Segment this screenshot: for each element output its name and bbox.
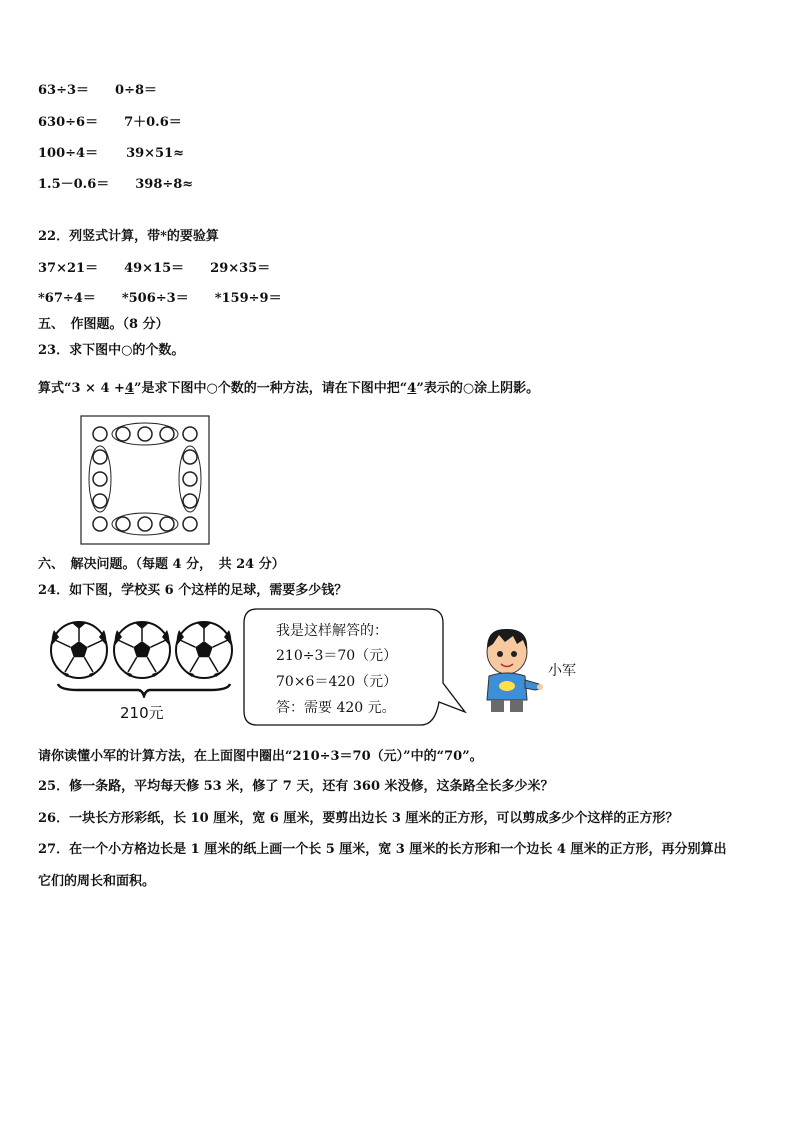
calc-item: 37×21＝ — [38, 261, 99, 276]
q24-follow-up: 请你读懂小军的计算方法，在上面图中圈出“210÷3＝70（元）”中的“70”。 — [38, 749, 483, 764]
calc-item: 29×35＝ — [210, 261, 271, 276]
oral-item: 0÷8＝ — [115, 83, 158, 98]
calc-item: *159÷9＝ — [214, 291, 282, 306]
section-6-heading: 六、 解决问题。（每题 4 分， 共 24 分） — [38, 557, 285, 572]
q23-text-c: ”是求下图中○个数的一种方法，请在下图中把“ — [133, 381, 408, 396]
q27-line-1: 27．在一个小方格边长是 1 厘米的纸上画一个长 5 厘米，宽 3 厘米的长方形和一个边长 4 厘米的正方形，再分别算出 — [38, 842, 727, 857]
q25: 25．修一条路，平均每天修 53 米，修了 7 天，还有 360 米没修，这条路全长多少米？ — [38, 779, 554, 794]
oral-item: 100÷4＝ — [38, 146, 99, 161]
oral-item: 7＋0.6＝ — [124, 115, 182, 130]
q23-text-e: ”表示的○涂上阴影。 — [416, 381, 540, 396]
bubble-line-3: 70×6＝420（元） — [276, 674, 398, 690]
calc-item: 49×15＝ — [124, 261, 185, 276]
boy-name-label: 小军 — [548, 663, 576, 679]
oral-item: 630÷6＝ — [38, 115, 99, 130]
soccer-ball-icon — [114, 622, 170, 678]
circles-figure — [80, 415, 212, 547]
bubble-line-1: 我是这样解答的： — [276, 623, 388, 639]
q23-text-a: 算式“3 × 4 + — [38, 381, 125, 396]
oral-row-4 — [38, 177, 193, 193]
bubble-line-2: 210÷3＝70（元） — [276, 648, 398, 664]
oral-item: 63÷3＝ — [38, 83, 90, 98]
q22-row-2 — [38, 291, 282, 307]
oral-item: 1.5－0.6＝ — [38, 177, 110, 192]
calc-item: *506÷3＝ — [121, 291, 189, 306]
q22-title: 22．列竖式计算，带*的要验算 — [38, 229, 219, 244]
soccer-ball-icon — [176, 622, 232, 678]
q23-blank-1: 4 — [124, 381, 134, 396]
q23-blank-2: 4 — [407, 381, 417, 396]
q23-title: 23．求下图中○的个数。 — [38, 343, 185, 358]
bubble-line-4: 答：需要 420 元。 — [276, 700, 396, 716]
oral-row-1 — [38, 83, 157, 99]
brace-icon — [58, 684, 230, 696]
oral-row-2 — [38, 115, 182, 131]
section-5-heading: 五、 作图题。（8 分） — [38, 317, 169, 332]
oral-row-3 — [38, 146, 184, 162]
q23-text — [38, 381, 539, 397]
q22-row-1 — [38, 261, 270, 277]
boy-illustration — [475, 626, 545, 716]
soccer-ball-icon — [51, 622, 107, 678]
q27-line-2: 它们的周长和面积。 — [38, 874, 156, 889]
oral-item: 398÷8≈ — [135, 177, 194, 192]
soccer-balls-illustration — [48, 618, 238, 698]
calc-item: *67÷4＝ — [38, 291, 96, 306]
q26: 26．一块长方形彩纸，长 10 厘米，宽 6 厘米，要剪出边长 3 厘米的正方形，可以剪成多少个这样的正方形？ — [38, 811, 679, 826]
oral-item: 39×51≈ — [126, 146, 185, 161]
ball-price-label: 210元 — [120, 704, 164, 722]
q24-title: 24．如下图，学校买 6 个这样的足球，需要多少钱？ — [38, 583, 348, 598]
